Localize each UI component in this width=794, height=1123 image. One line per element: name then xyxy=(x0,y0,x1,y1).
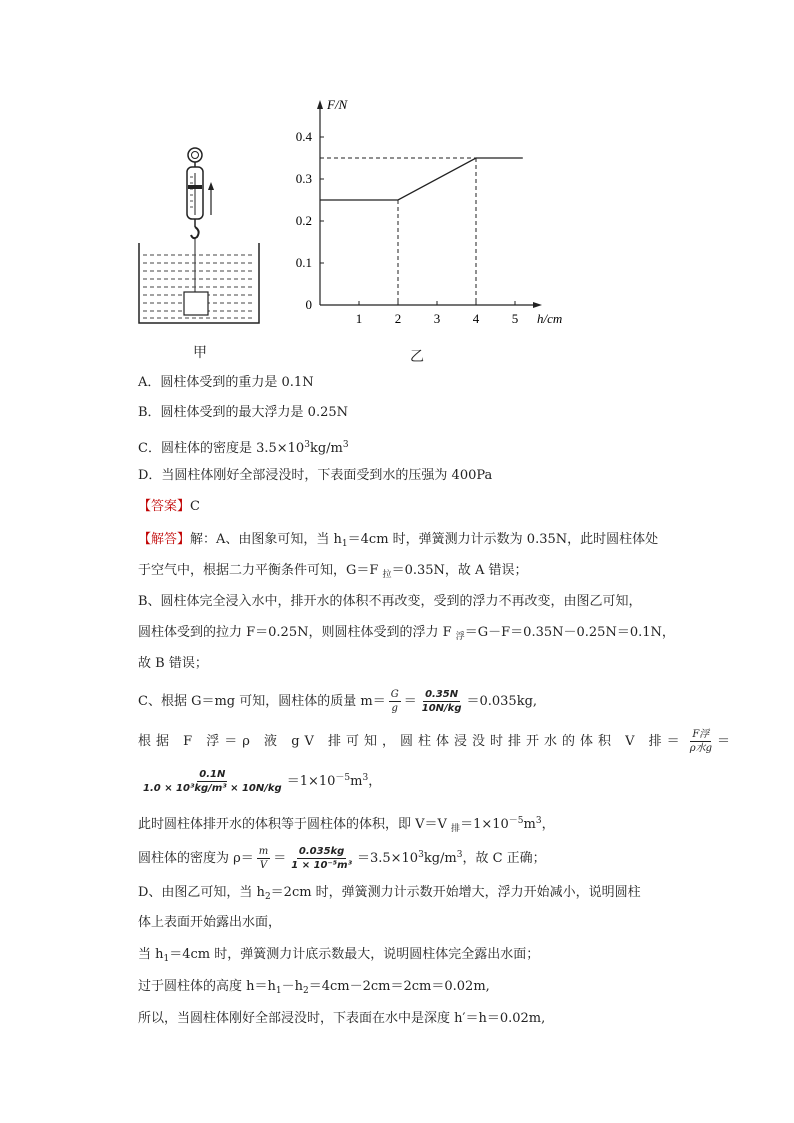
analysis-line-4: 圆柱体受到的拉力 F＝0.25N，则圆柱体受到的浮力 F $_浮$＝G－F＝0.35N－0.25N＝0.1N， xyxy=(138,625,675,642)
analysis-line-12: 体上表面开始露出水面， xyxy=(138,915,282,930)
option-b: B．圆柱体受到的最大浮力是 0.25N xyxy=(138,405,349,420)
analysis-line-11: D、由图乙可知，当 $h_2=2cm$ 时，弹簧测力计示数开始增大，浮力开始减小，说明圆柱 xyxy=(138,885,641,902)
analysis-line-6: C、根据 G＝mg 可知，圆柱体的质量 m＝ $\frac{G}{g}$ ＝ $\frac{0.35N}{10N/kg}$ ＝0.035kg, xyxy=(138,689,538,714)
x-tick-label: 1 xyxy=(355,311,363,326)
force-depth-graph xyxy=(285,95,585,335)
x-tick-label: 2 xyxy=(394,311,402,326)
x-axis-arrow xyxy=(533,302,542,308)
spring-scale-apparatus-figure xyxy=(135,145,265,330)
analysis-line-5: 故 B 错误； xyxy=(138,656,208,671)
x-tick-label: 5 xyxy=(511,311,519,326)
y-axis-label: F/N xyxy=(327,97,348,112)
x-axis-label: h/cm xyxy=(537,311,563,326)
figure-label-yi: 乙 xyxy=(410,349,424,365)
y-tick-label: 0.1 xyxy=(295,255,312,270)
y-tick-label: 0.2 xyxy=(295,213,312,228)
analysis-line-2: 于空气中，根据二力平衡条件可知，G＝F $_拉$＝0.35N，故 A 错误； xyxy=(138,563,528,580)
x-tick-label: 3 xyxy=(433,311,441,326)
x-tick-label: 4 xyxy=(472,311,480,326)
analysis-line-8: $\frac{0.1N}{\text{1.0 × 10³kg/m³ × 10N/kg}}$ $=1\times 10^{-5}m^3$， xyxy=(143,769,382,794)
analysis-line-14: 过于圆柱体的高度 $h=h_1-h_2=4cm-2cm=2cm=0.02m$, xyxy=(138,979,490,996)
analysis-line-15: 所以，当圆柱体刚好全部浸没时，下表面在水中是深度 h′＝h＝0.02m, xyxy=(138,1011,546,1026)
figure-label-jia: 甲 xyxy=(193,345,207,361)
answer-line: 【答案】C xyxy=(138,499,200,514)
analysis-line-13: 当 $h_1=4cm$ 时，弹簧测力计底示数最大，说明圆柱体完全露出水面； xyxy=(138,947,540,964)
y-tick-label: 0 xyxy=(305,297,312,312)
force-curve xyxy=(320,158,523,200)
analysis-line-7: 根据 F 浮＝ρ 液 gV 排可知，圆柱体浸没时排开水的体积 V 排＝ $\frac{\text{F浮}}{\text{ρ水g}}$ ＝ xyxy=(138,729,730,754)
y-tick-label: 0.4 xyxy=(295,129,312,144)
option-d: D．当圆柱体刚好全部浸没时，下表面受到水的压强为 400Pa xyxy=(138,468,493,483)
analysis-line-9: 此时圆柱体排开水的体积等于圆柱体的体积，即 V＝V $_排=1\times 10^{-5}m^3$， xyxy=(138,816,555,834)
analysis-line-3: B、圆柱体完全浸入水中，排开水的体积不再改变，受到的浮力不再改变，由图乙可知， xyxy=(138,594,642,609)
option-a: A．圆柱体受到的重力是 0.1N xyxy=(138,375,314,390)
analysis-line-1: 【解答】解：A、由图象可知，当 $h_1=4cm$ 时，弹簧测力计示数为 0.35N，此时圆柱体处 xyxy=(138,532,659,549)
option-c: C．圆柱体的密度是 $3.5\times 10^3kg/m^3$ xyxy=(138,440,349,456)
analysis-line-10: 圆柱体的密度为 ρ＝ $\frac{m}{V}$ ＝ $\frac{0.035kg}{\text{1 × 10⁻⁵m³}}$ $=3.5\times 10^3kg/m^3$，故 C 正确； xyxy=(138,846,546,871)
y-tick-label: 0.3 xyxy=(295,171,312,186)
y-axis-arrow xyxy=(317,100,323,109)
